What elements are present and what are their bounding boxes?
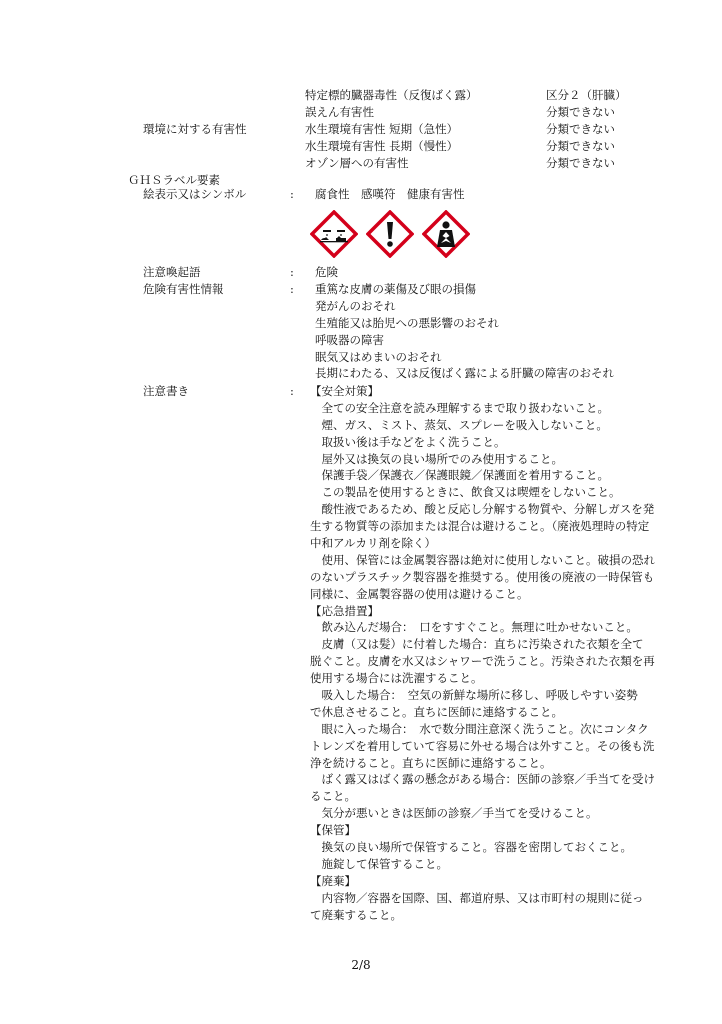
precautionary-label: 注意書き — [143, 384, 189, 398]
hazard-statement-line: 重篤な皮膚の薬傷及び眼の損傷 — [315, 282, 476, 296]
precaution-line: 気分が悪いときは医師の診察／手当てを受けること。 — [310, 806, 598, 821]
hazard-row-right: 分類できない — [546, 121, 615, 136]
hazard-statement-line: 呼吸器の障害 — [315, 332, 384, 347]
precaution-line: 【安全対策】 — [310, 384, 379, 398]
precaution-line: 脱ぐこと。皮膚を水又はシャワーで洗うこと。汚染された衣類を再 — [310, 654, 655, 669]
hazard-statements-colon: : — [290, 282, 294, 296]
hazard-row-middle: 水生環境有害性 短期（急性） — [305, 121, 459, 136]
precaution-line: のないプラスチック製容器を推奨する。使用後の廃液の一時保管も — [310, 569, 655, 584]
page-number: 2/8 — [351, 958, 371, 972]
hazard-row-right: 区分２（肝臓） — [546, 88, 627, 102]
precaution-line: 酸性液であるため、酸と反応し分解する物質や、分解しガスを発 — [310, 502, 655, 517]
precaution-line: で休息させること。直ちに医師に連絡すること。 — [310, 704, 563, 719]
precaution-line: 内容物／容器を国際、国、都道府県、又は市町村の規則に従っ — [310, 890, 644, 905]
hazard-row-right: 分類できない — [546, 104, 615, 119]
precaution-line: 取扱い後は手などをよく洗うこと。 — [310, 434, 506, 449]
precaution-line: 中和アルカリ剤を除く） — [310, 536, 437, 551]
signal-word-colon: : — [290, 265, 294, 279]
corrosion-pictogram-icon — [310, 210, 358, 258]
hazard-statement-line: 眠気又はめまいのおそれ — [315, 349, 442, 364]
precaution-line: 飲み込んだ場合： 口をすすぐこと。無理に吐かせないこと。 — [310, 620, 638, 635]
ghs-section-title: ＧＨＳラベル要素 — [128, 173, 220, 187]
ghs-pictograms — [310, 210, 470, 258]
precaution-line: 浄を続けること。直ちに医師に連絡すること。 — [310, 755, 552, 770]
precaution-line: 換気の良い場所で保管すること。容器を密閉しておくこと。 — [310, 840, 632, 855]
hazard-row-middle: 水生環境有害性 長期（慢性） — [305, 138, 459, 153]
precaution-line: ばく露又はばく露の懸念がある場合：医師の診察／手当てを受け — [310, 772, 655, 787]
precaution-line: 生する物質等の添加または混合は避けること。（廃液処理時の特定 — [310, 519, 650, 534]
hazard-row-middle: 特定標的臓器毒性（反復ばく露） — [305, 88, 478, 102]
precaution-line: 施錠して保管すること。 — [310, 856, 448, 871]
precaution-line: 保護手袋／保護衣／保護眼鏡／保護面を着用すること。 — [310, 468, 609, 483]
symbol-value: 腐食性 感嘆符 健康有害性 — [315, 187, 465, 201]
precaution-line: 屋外又は換気の良い場所でのみ使用すること。 — [310, 451, 563, 466]
hazard-row-right: 分類できない — [546, 138, 615, 153]
precaution-line: 【応急措置】 — [310, 603, 379, 618]
signal-word-label: 注意喚起語 — [143, 265, 201, 279]
precaution-line: 煙、ガス、ミスト、蒸気、スプレーを吸入しないこと。 — [310, 417, 608, 432]
precaution-line: 眼に入った場合： 水で数分間注意深く洗うこと。次にコンタク — [310, 721, 649, 736]
health-hazard-pictogram-icon — [422, 210, 470, 258]
precaution-line: 皮膚（又は髪）に付着した場合：直ちに汚染された衣類を全て — [310, 637, 644, 652]
hazard-statement-line: 発がんのおそれ — [315, 298, 396, 313]
precaution-line: ること。 — [310, 789, 356, 804]
precaution-line: 【保管】 — [310, 823, 356, 838]
precaution-line: 全ての安全注意を読み理解するまで取り扱わないこと。 — [310, 400, 609, 415]
precautionary-colon: : — [290, 384, 294, 398]
hazard-row-middle: 誤えん有害性 — [305, 104, 374, 119]
precaution-line: て廃棄すること。 — [310, 907, 402, 922]
precaution-line: 【廃棄】 — [310, 873, 356, 888]
hazard-row-left: 環境に対する有害性 — [143, 121, 247, 136]
hazard-statement-line: 生殖能又は胎児への悪影響のおそれ — [315, 315, 499, 330]
precaution-line: 吸入した場合： 空気の新鮮な場所に移し、呼吸しやすい姿勢 — [310, 688, 638, 703]
precaution-line: トレンズを着用していて容易に外せる場合は外すこと。その後も洗 — [310, 738, 655, 753]
precaution-line: 使用、保管には金属製容器は絶対に使用しないこと。破損の恐れ — [310, 552, 655, 567]
precautionary-statements — [310, 383, 655, 924]
hazard-row-middle: オゾン層への有害性 — [305, 155, 409, 170]
precaution-line: この製品を使用するときに、飲食又は喫煙をしないこと。 — [310, 485, 621, 500]
precaution-line: 同様に、金属製容器の使用は避けること。 — [310, 586, 529, 601]
symbol-label: 絵表示又はシンボル — [143, 187, 247, 201]
hazard-statement-line: 長期にわたる、又は反復ばく露による肝臓の障害のおそれ — [315, 366, 614, 381]
hazard-statements-label: 危険有害性情報 — [143, 282, 224, 296]
exclamation-pictogram-icon — [366, 210, 414, 258]
signal-word-value: 危険 — [315, 265, 338, 279]
symbol-colon: : — [290, 187, 294, 201]
hazard-statements — [315, 281, 614, 382]
hazard-row-right: 分類できない — [546, 155, 615, 170]
precaution-line: 使用する場合には洗濯すること。 — [310, 671, 483, 686]
